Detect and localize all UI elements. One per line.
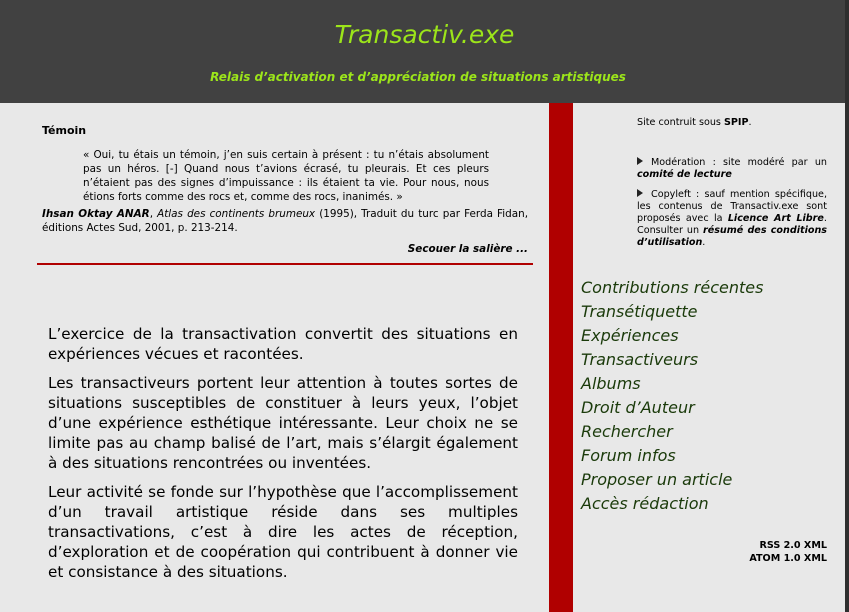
moderation-info [637,157,827,181]
nav-proposer-article[interactable]: Proposer un article [581,470,733,489]
nav-acces-redaction[interactable]: Accès rédaction [581,494,709,513]
spip-link[interactable]: SPIP [723,117,749,128]
sidebar [573,103,845,612]
quote-author: Ihsan Oktay ANAR [42,208,150,220]
quote-details: (1995), Traduit du turc par Ferda Fidan, éditions Actes Sud, 2001, p. 213-214. [42,208,529,234]
nav-rechercher[interactable]: Rechercher [581,422,673,441]
atom-feed-link[interactable]: ATOM 1.0 XML [749,553,827,564]
site-title[interactable]: Transactiv.exe [334,20,515,49]
site-subtitle: Relais d’activation et d’appréciation de situations artistiques [210,70,626,84]
spip-suffix: . [748,117,752,128]
bullet-triangle-icon [637,189,643,197]
nav-albums[interactable]: Albums [581,374,641,393]
red-separator-bar [549,103,573,612]
window-edge [845,0,849,612]
nav-transactiveurs[interactable]: Transactiveurs [581,350,699,369]
content-column [0,103,549,612]
licence-link[interactable]: Licence Art Libre [727,213,824,224]
spip-prefix: Site contruit sous [637,117,724,128]
spip-credit [637,117,752,128]
quote-separator: , [149,208,158,220]
quote-reference [42,207,528,235]
quote-work: Atlas des continents brumeux [157,208,316,220]
nav-experiences[interactable]: Expériences [581,326,679,345]
copyleft-mid: . Consulter un [637,213,827,236]
intro-paragraph: Les transactiveurs portent leur attention à toutes sortes de situations susceptibles de constituer à leurs yeux, l’objet d’une expérience esthétique intéressante. Leur choix ne se limite pas au champ balisé de l’art, mais s’élargit également à des situations rencontrées ou inventées. [48,374,518,472]
red-divider [37,263,533,265]
intro-text [48,324,518,591]
bullet-triangle-icon [637,157,643,165]
quote-title: Témoin [42,124,87,137]
nav-forum-infos[interactable]: Forum infos [581,446,676,465]
copyleft-info [637,189,827,249]
shuffle-quote-link[interactable]: Secouer la salière ... [407,243,528,255]
nav-droit-auteur[interactable]: Droit d’Auteur [581,398,695,417]
intro-paragraph: Leur activité se fonde sur l’hypothèse que l’accomplissement d’un travail artistique réside dans ses multiples transactivations, c’est à dire les actes de réception, d’exploration et de coopération qui contribuent à donner vie et consistance à des situations. [48,483,518,581]
moderation-text: Modération : site modéré par un [651,157,827,168]
copyleft-end: . [702,237,706,248]
nav-contributions[interactable]: Contributions récentes [581,278,764,297]
intro-paragraph: L’exercice de la transactivation convertit des situations en expériences vécues et racontées. [48,325,518,363]
rss-feed-link[interactable]: RSS 2.0 XML [759,540,827,551]
main-navigation [581,276,763,516]
site-header [0,0,849,103]
terms-link[interactable]: résumé des conditions d’utilisation [637,225,827,248]
feed-links [749,539,827,565]
moderation-committee-link[interactable]: comité de lecture [637,169,732,180]
copyleft-text: Copyleft : sauf mention spécifique, les contenus de Transactiv.exe sont proposés avec la [637,189,827,224]
quote-text: « Oui, tu étais un témoin, j’en suis certain à présent : tu n’étais absolument pas un héros. [-] Quand nous t’avions écrasé, tu pleurais. Et ces pleurs n’étaient pas des signes d’impuissance : ils étaient ta vie. Pour nous, nous étions forts comme des rocs et, comme des rocs, inanimés. » [83,149,489,203]
nav-transetiquette[interactable]: Transétiquette [581,302,698,321]
